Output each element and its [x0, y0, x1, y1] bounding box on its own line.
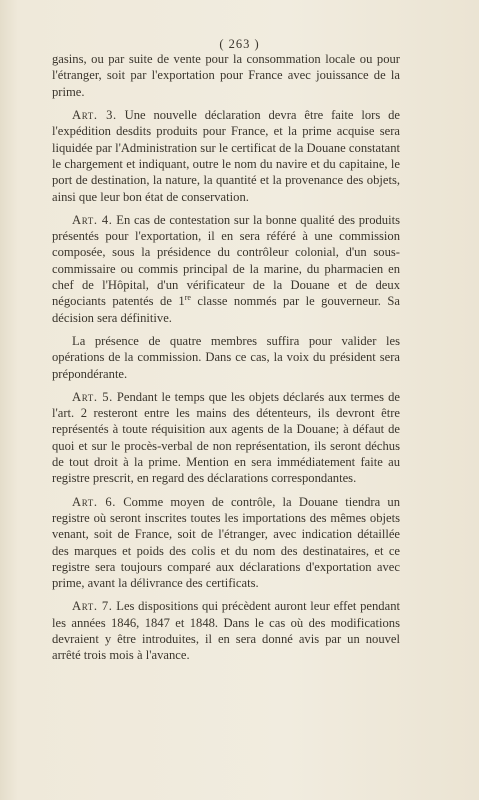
article-text: Pendant le temps que les objets déclarés aux termes de l'art. 2 resteront entre les mains des détenteurs, ils devront être représentés à toute réquisition aux agents de la Douane; à défaut de quoi et sur le procès-verbal de non représentation, ils seront déchus de tout droit à la prime. Mention en sera immédiatement faite au registre prescrit, en regard des déclarations correspondantes.	[52, 389, 400, 486]
article-text-tail: classe nommés par le gouverneur. Sa décision sera définitive.	[52, 294, 401, 325]
article-5	[52, 389, 400, 487]
article-text: Comme moyen de contrôle, la Douane tiendra un registre où seront inscrites toutes les importations des mêmes objets venant, soit de France, soit de l'étranger, avec indication détaillée des marques et poids des colis et du nom des destinataires, et ce registre sera toujours comparé aux déclarations d'exportation avec prime, avant la délivrance des certificats.	[52, 494, 400, 591]
article-4	[52, 212, 400, 326]
article-6	[52, 494, 400, 592]
article-3	[52, 107, 400, 205]
article-label: Art. 4.	[72, 212, 113, 227]
article-label: Art. 3.	[72, 107, 117, 122]
article-label: Art. 6.	[72, 494, 117, 509]
paragraph-continuation	[52, 51, 400, 100]
article-text: En cas de contestation sur la bonne qualité des produits présentés pour l'exportation, il en sera référé à une commission composée, sous la présidence du contrôleur colonial, d'un sous-commissaire ou commis principal de la marine, du pharmacien en chef de l'Hôpital, d'un vérificateur de la Douane et de deux négociants patentés de 1	[52, 212, 400, 309]
paragraph-text: La présence de quatre membres suffira pour valider les opérations de la commission. Dans ce cas, la voix du président sera prépondérante.	[52, 333, 400, 381]
paragraph-text: gasins, ou par suite de vente pour la consommation locale ou pour l'étranger, soit par l'exportation pour France avec jouissance de la prime.	[52, 52, 400, 99]
article-text: Une nouvelle déclaration devra être faite lors de l'expédition desdits produits pour France, et la prime acquise sera liquidée par l'Administration sur le certificat de la Douane constatant le chargement et indiquant, outre le nom du navire et du capitaine, le port de destination, la nature, la quantité et la provenance des objets, ainsi que leur bon état de conservation.	[52, 107, 400, 204]
article-label: Art. 5.	[72, 389, 113, 404]
article-label: Art. 7.	[72, 599, 113, 614]
article-text: Les dispositions qui précèdent auront leur effet pendant les années 1846, 1847 et 1848. Dans le cas où des modifications devraient y être introduites, il en sera donné avis par un nouvel arrêté trois mois à l'avance.	[52, 599, 400, 663]
paragraph-commission	[52, 333, 400, 382]
ordinal-superscript: re	[184, 293, 191, 303]
article-7	[52, 598, 400, 663]
page-number: ( 263 )	[219, 37, 260, 51]
body-text	[52, 51, 400, 671]
